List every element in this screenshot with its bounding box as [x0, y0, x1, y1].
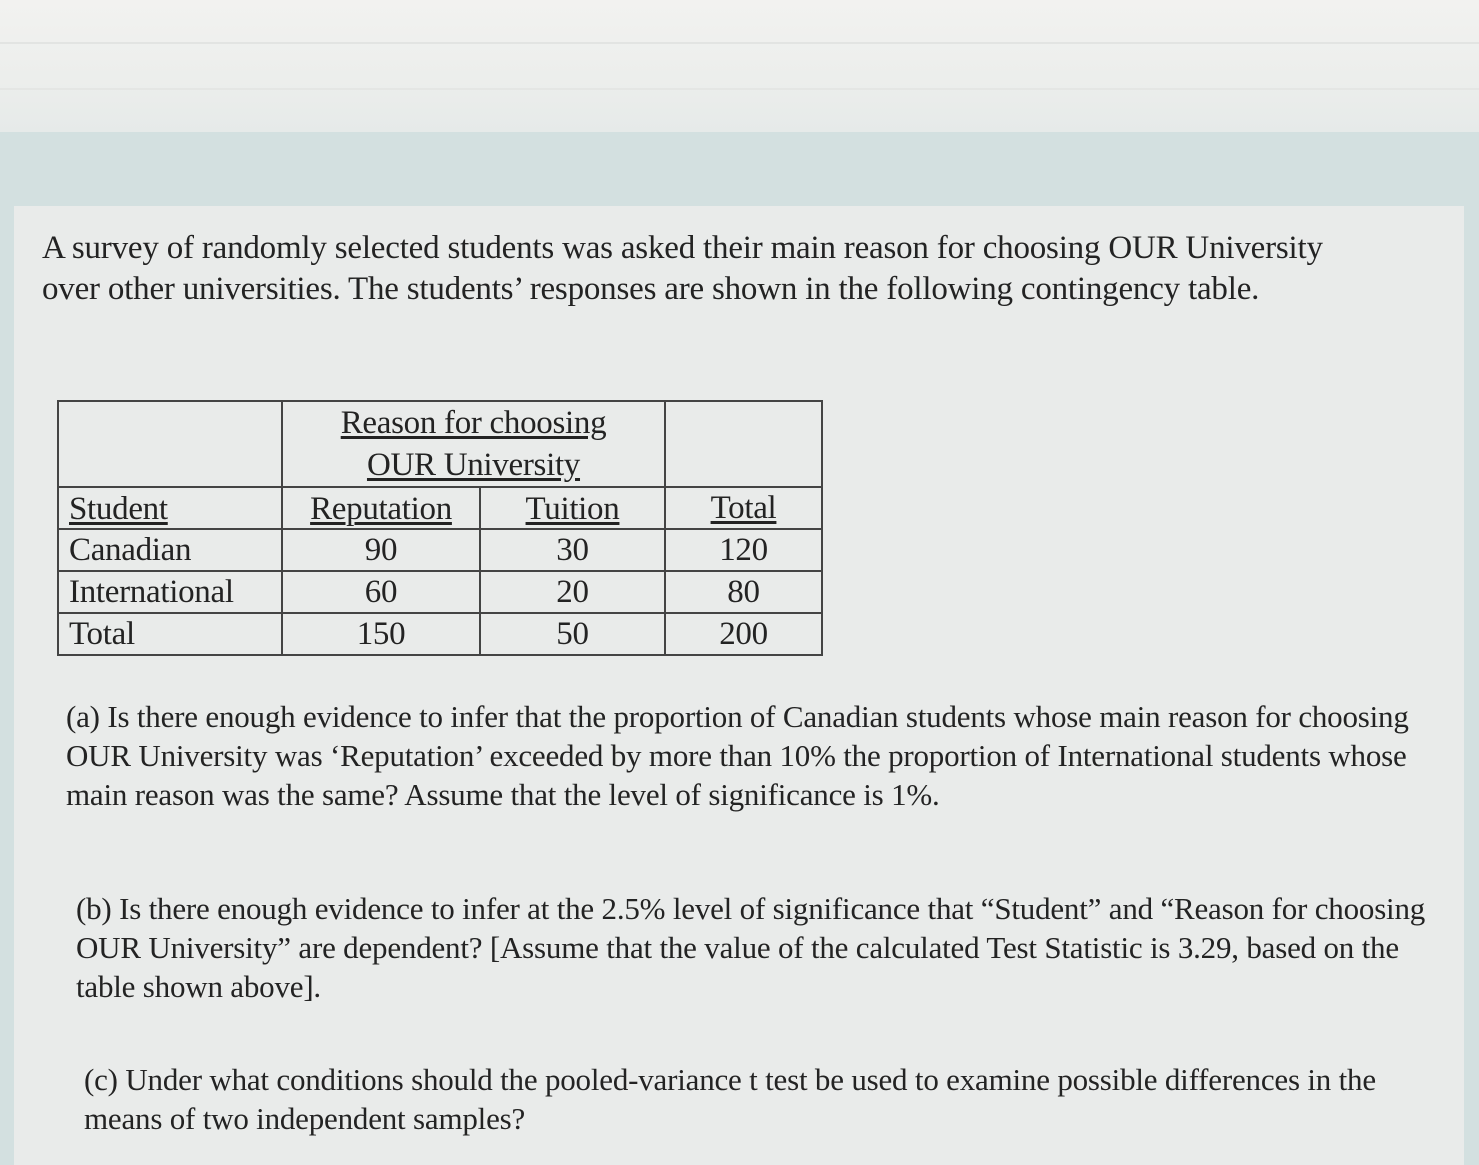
column-header-tuition: Tuition: [480, 487, 665, 529]
table-cell: 30: [480, 529, 665, 571]
row-label-total: Total: [58, 613, 282, 655]
column-header-row: [58, 487, 822, 529]
question-c: (c) Under what conditions should the pooled-variance t test be used to examine possible differences in the means of two independent samples?: [84, 1062, 1376, 1136]
group-header-cell: [282, 401, 665, 487]
question-a: (a) Is there enough evidence to infer that the proportion of Canadian students whose main reason for choosing OUR University was ‘Reputation’ exceeded by more than 10% the proportion of International students whose main reason was the same? Assume that the level of significance is 1%.: [66, 699, 1409, 812]
table-cell: 150: [282, 613, 480, 655]
table-cell: 120: [665, 529, 822, 571]
contingency-table: [57, 400, 823, 656]
problem-intro: A survey of randomly selected students was asked their main reason for choosing OUR University over other universities. The students’ responses are shown in the following contingency table.: [42, 230, 1323, 307]
document-page: [14, 206, 1464, 1165]
row-label-international: International: [58, 571, 282, 613]
table-corner-cell: [58, 401, 282, 487]
group-header-line1: Reason for choosing: [340, 405, 607, 441]
top-background: [0, 0, 1479, 132]
table-cell: 90: [282, 529, 480, 571]
table-cell: 80: [665, 571, 822, 613]
divider: [0, 88, 1479, 90]
column-header-student: Student: [58, 487, 282, 529]
table-cell: 60: [282, 571, 480, 613]
divider: [0, 42, 1479, 44]
table-row: [58, 529, 822, 571]
table-cell: 20: [480, 571, 665, 613]
table-cell: 200: [665, 613, 822, 655]
column-header-reputation: Reputation: [282, 487, 480, 529]
column-header-total: Total: [665, 487, 822, 529]
table-empty-cell: [665, 401, 822, 487]
group-header-line2: OUR University: [366, 447, 581, 483]
table-row: [58, 613, 822, 655]
question-b: (b) Is there enough evidence to infer at the 2.5% level of significance that “Student” and “Reason for choosing OUR University” are dependent? [Assume that the value of the calculated Test Statistic is 3.29, based on the table shown above].: [76, 891, 1426, 1004]
table-header-row: [58, 401, 822, 487]
row-label-canadian: Canadian: [58, 529, 282, 571]
table-row: [58, 571, 822, 613]
table-cell: 50: [480, 613, 665, 655]
